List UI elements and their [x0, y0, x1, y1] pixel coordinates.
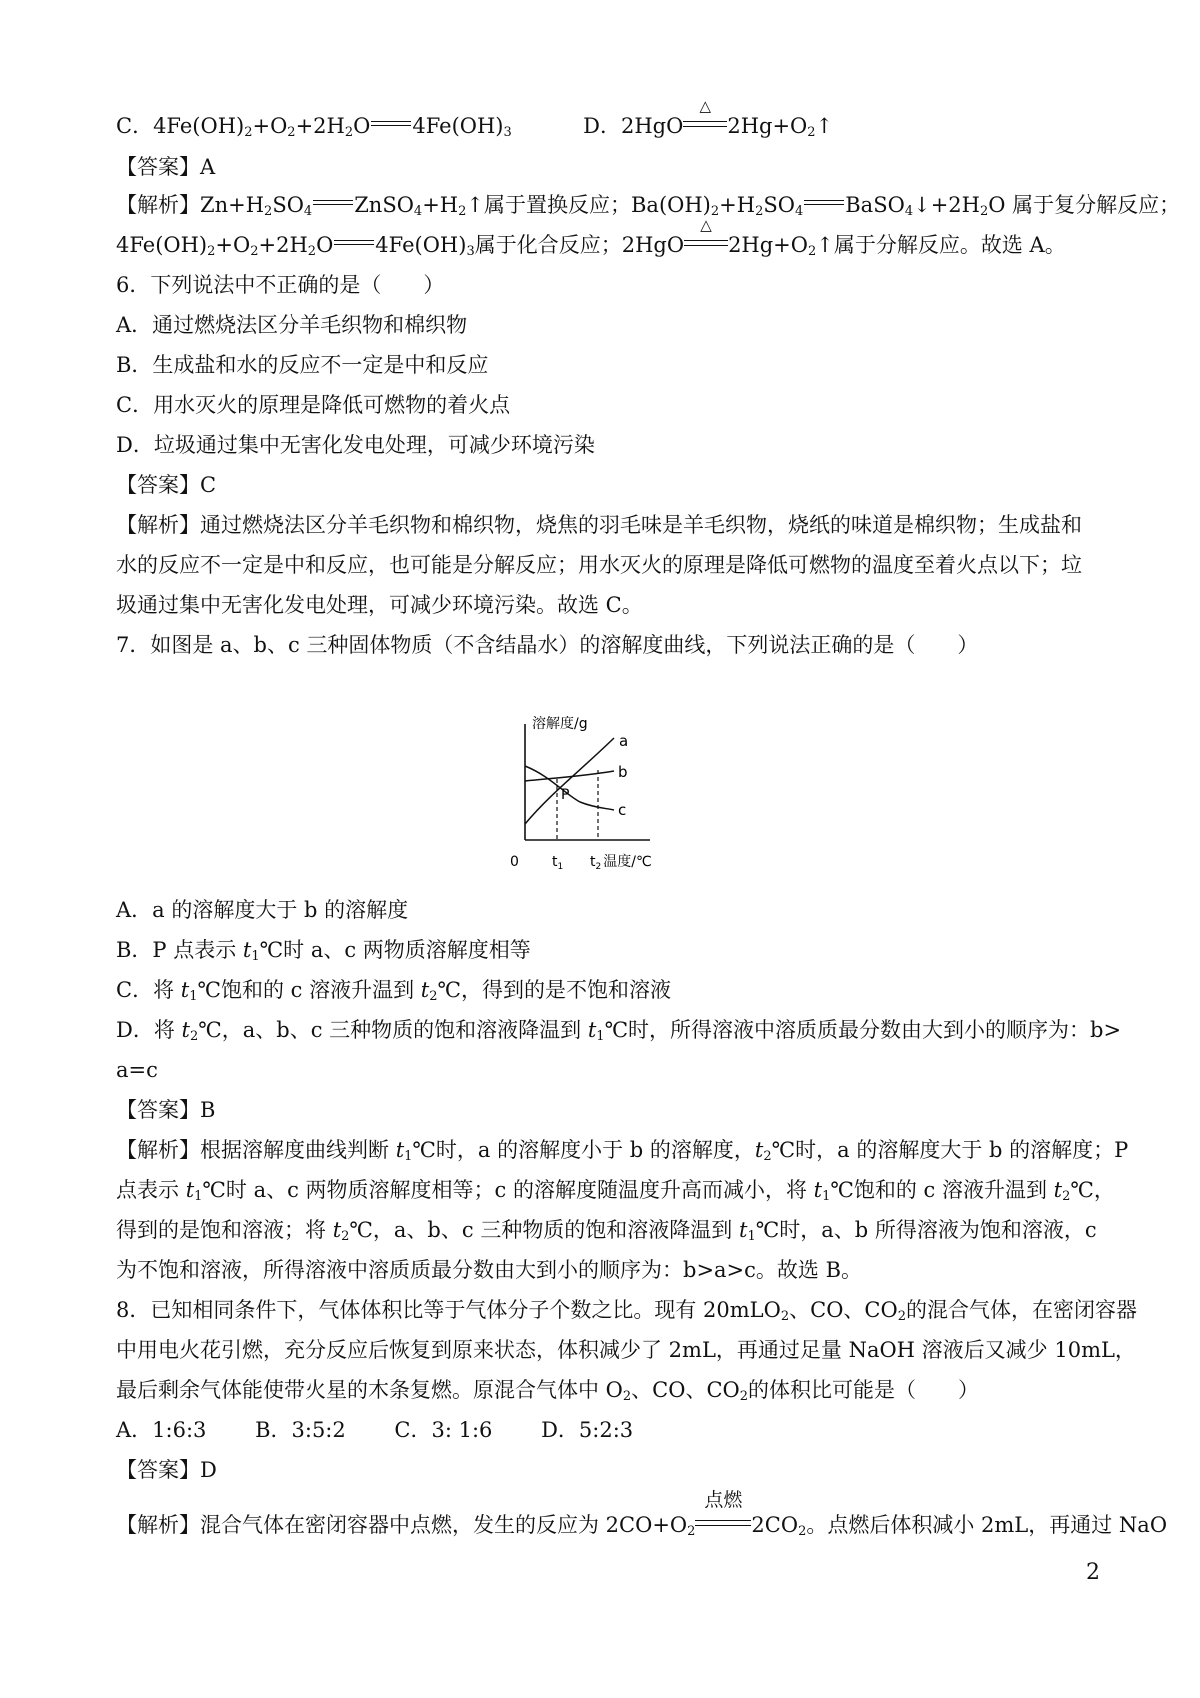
- q6-option-a: A．通过燃烧法区分羊毛织物和棉织物: [116, 313, 468, 337]
- t1-label: $t_1$: [552, 854, 564, 872]
- q5-answer: 【答案】A: [116, 155, 216, 179]
- heat-condition: △: [684, 238, 728, 250]
- q7-option-b: B．P 点表示 $t_1℃$时 a、c 两物质溶解度相等: [116, 938, 531, 964]
- q7-option-c: C．将 $t_1℃$饱和的 c 溶液升温到 $t_2℃$，得到的是不饱和溶液: [116, 978, 671, 1004]
- q7-answer: 【答案】B: [116, 1098, 216, 1122]
- q8-stem-line-2: 中用电火花引燃，充分反应后恢复到原来状态，体积减少了 2mL，再通过足量 NaOH 溶液后又减少 10mL，: [116, 1338, 1136, 1362]
- q7-analysis-line-3: 得到的是饱和溶液；将 $t_2℃$，a、b、c 三种物质的饱和溶液降温到 $t_1℃$时，a、b 所得溶液为饱和溶液，c: [116, 1218, 1097, 1244]
- q8-stem-line-1: 8．已知相同条件下，气体体积比等于气体分子个数之比。现有 20mLO$_2$、CO、$CO_2$的混合气体，在密闭容器: [116, 1298, 1137, 1324]
- q6-answer: 【答案】C: [116, 473, 217, 497]
- heat-condition: △: [683, 119, 727, 131]
- q7-analysis-line-4: 为不饱和溶液，所得溶液中溶质质最分数由大到小的顺序为：b>a>c。故选 B。: [116, 1258, 863, 1282]
- q6-analysis-line-3: 圾通过集中无害化发电处理，可减少环境污染。故选 C。: [116, 593, 643, 617]
- q7-stem: 7．如图是 a、b、c 三种固体物质（不含结晶水）的溶解度曲线，下列说法正确的是（ ）: [116, 633, 979, 657]
- equals-sign: [334, 238, 374, 250]
- q6-analysis-line-1: 【解析】通过燃烧法区分羊毛织物和棉织物，烧焦的羽毛味是羊毛织物，烧纸的味道是棉织物；生成盐和: [116, 513, 1082, 537]
- q7-option-a: A．a 的溶解度大于 b 的溶解度: [116, 898, 409, 922]
- solubility-curve-figure: [510, 716, 700, 872]
- y-axis-label: 溶解度/g: [532, 716, 588, 732]
- curve-c-label: c: [618, 801, 627, 819]
- equals-sign: [804, 198, 844, 210]
- q8-stem-line-3: 最后剩余气体能使带火星的木条复燃。原混合气体中 $O_2$、CO、$CO_2$的体积比可能是（ ）: [116, 1378, 980, 1404]
- curve-a-label: a: [619, 732, 629, 750]
- q7-analysis-line-2: 点表示 $t_1℃$时 a、c 两物质溶解度相等；c 的溶解度随温度升高而减小，将 $t_1℃$饱和的 c 溶液升温到 $t_2℃$，: [116, 1178, 1115, 1204]
- q6-analysis-line-2: 水的反应不一定是中和反应，也可能是分解反应；用水灭火的原理是降低可燃物的温度至着火点以下；垃: [116, 553, 1082, 577]
- point-p-label: P: [561, 787, 570, 803]
- curve-a: [525, 738, 614, 824]
- x-axis-label: $t_2$ 温度/℃: [590, 854, 652, 872]
- q7-option-d: D．将 $t_2℃$，a、b、c 三种物质的饱和溶液降温到 $t_1℃$时，所得溶液中溶质质最分数由大到小的顺序为：b>: [116, 1018, 1122, 1044]
- q5-analysis-line-2: $4Fe(OH)_2+O_2+2H_2O$ $4Fe(OH)_3$属于化合反应；2HgO △ $2Hg+O_2↑$属于分解反应。故选 A。: [116, 216, 1066, 259]
- q7-option-d-continued: a=c: [116, 1058, 158, 1082]
- q6-option-b: B．生成盐和水的反应不一定是中和反应: [116, 353, 489, 377]
- origin-label: 0: [510, 854, 519, 870]
- ignition-condition: 点燃: [695, 1518, 751, 1530]
- q5-option-c-d: C．$4Fe(OH)_2+O_2+2H_2O$ $4Fe(OH)_3$ D．2HgO △ $2Hg+O_2↑$: [116, 97, 834, 140]
- equals-sign: [371, 119, 411, 131]
- q8-analysis-line-1: 【解析】混合气体在密闭容器中点燃，发生的反应为 $2CO+O_2$ 点燃 $2CO_2$。点燃后体积减小 2mL，再通过 NaO: [116, 1489, 1168, 1539]
- q8-answer: 【答案】D: [116, 1458, 217, 1482]
- q6-option-c: C．用水灭火的原理是降低可燃物的着火点: [116, 393, 511, 417]
- q6-option-d: D．垃圾通过集中无害化发电处理，可减少环境污染: [116, 433, 595, 457]
- q5-analysis-line-1: 【解析】$Zn+H_2SO_4$ $ZnSO_4+H_2↑$属于置换反应；$Ba(OH)_2+H_2SO_4$ $BaSO_4↓+2H_2O$ 属于复分解反应；: [116, 193, 1181, 219]
- equals-sign: [313, 198, 353, 210]
- q8-options: A．1:6:3 B．3:5:2 C．3: 1:6 D．5:2:3: [116, 1418, 634, 1442]
- q7-analysis-line-1: 【解析】根据溶解度曲线判断 $t_1℃$时，a 的溶解度小于 b 的溶解度，$t_2℃$时，a 的溶解度大于 b 的溶解度；P: [116, 1138, 1129, 1164]
- curve-b-label: b: [618, 763, 628, 781]
- page-number: 2: [1086, 1560, 1100, 1585]
- q6-stem: 6．下列说法中不正确的是（ ）: [116, 273, 445, 297]
